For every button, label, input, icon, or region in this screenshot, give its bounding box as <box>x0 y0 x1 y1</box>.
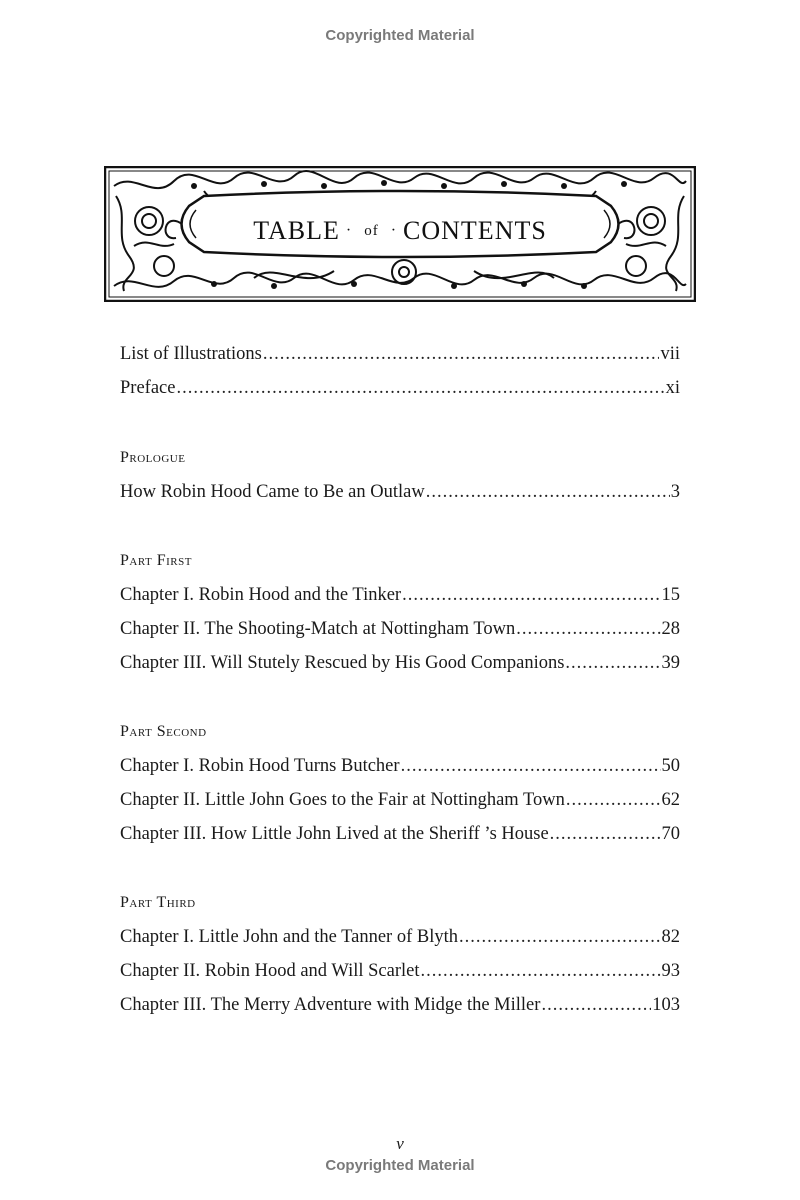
toc-entry[interactable] <box>120 954 680 988</box>
watermark-bottom: Copyrighted Material <box>325 1157 475 1174</box>
toc-entry[interactable] <box>120 646 680 680</box>
toc-entry-page: 15 <box>661 585 680 605</box>
toc-entry-page: 28 <box>661 619 680 639</box>
toc-entry-page: 3 <box>670 482 680 502</box>
toc-entry-title: Chapter I. Little John and the Tanner of Blyth <box>120 927 458 947</box>
toc-entry-title: Chapter III. How Little John Lived at the Sheriff ’s House <box>120 824 549 844</box>
toc-entry-page: 103 <box>652 995 680 1015</box>
toc-entry-page: 93 <box>661 961 680 981</box>
toc-entry-page: 62 <box>661 790 680 810</box>
leader-dots <box>541 988 651 1022</box>
leader-dots <box>420 954 660 988</box>
banner-word-of: of <box>364 222 379 239</box>
toc-entry-title: Chapter I. Robin Hood Turns Butcher <box>120 756 400 776</box>
section-heading-part-third: Part Third <box>120 894 196 911</box>
toc-entry-title: Chapter II. Little John Goes to the Fair at Nottingham Town <box>120 790 565 810</box>
toc-entry-title: List of Illustrations <box>120 344 262 364</box>
toc-entry[interactable] <box>120 749 680 783</box>
section-heading-prologue: Prologue <box>120 449 186 466</box>
banner-separator: · <box>345 222 353 239</box>
toc-entry-page: xi <box>665 378 680 398</box>
table-of-contents-banner <box>104 166 696 302</box>
section-heading-part-second: Part Second <box>120 723 207 740</box>
toc-entry-title: Chapter III. The Merry Adventure with Midge the Miller <box>120 995 541 1015</box>
toc-entry[interactable] <box>120 578 680 612</box>
table-of-contents <box>120 337 680 1022</box>
toc-entry[interactable] <box>120 337 680 371</box>
banner-separator: · <box>390 222 398 239</box>
toc-entry-page: 39 <box>661 653 680 673</box>
leader-dots <box>566 783 661 817</box>
leader-dots <box>459 920 661 954</box>
toc-entry-page: 70 <box>661 824 680 844</box>
leader-dots <box>263 337 660 371</box>
banner-word-table: TABLE <box>253 216 340 245</box>
toc-entry[interactable] <box>120 371 680 405</box>
toc-entry-title: Chapter II. Robin Hood and Will Scarlet <box>120 961 420 981</box>
leader-dots <box>176 371 664 405</box>
banner-word-contents: CONTENTS <box>403 216 547 245</box>
toc-entry[interactable] <box>120 783 680 817</box>
toc-entry-page: 82 <box>661 927 680 947</box>
toc-entry[interactable] <box>120 475 680 509</box>
toc-entry[interactable] <box>120 988 680 1022</box>
leader-dots <box>550 817 661 851</box>
toc-entry[interactable] <box>120 817 680 851</box>
toc-entry[interactable] <box>120 612 680 646</box>
toc-entry[interactable] <box>120 920 680 954</box>
toc-entry-page: 50 <box>661 756 680 776</box>
toc-entry-title: Chapter II. The Shooting-Match at Nottingham Town <box>120 619 516 639</box>
toc-entry-title: How Robin Hood Came to Be an Outlaw <box>120 482 425 502</box>
section-heading-part-first: Part First <box>120 552 192 569</box>
leader-dots <box>426 475 670 509</box>
leader-dots <box>402 578 660 612</box>
page-number: v <box>396 1134 404 1153</box>
leader-dots <box>565 646 660 680</box>
banner-title <box>104 166 696 302</box>
toc-entry-page: vii <box>660 344 680 364</box>
toc-entry-title: Preface <box>120 378 176 398</box>
watermark-top: Copyrighted Material <box>325 27 475 44</box>
leader-dots <box>401 749 661 783</box>
toc-entry-title: Chapter I. Robin Hood and the Tinker <box>120 585 402 605</box>
leader-dots <box>516 612 660 646</box>
toc-entry-title: Chapter III. Will Stutely Rescued by His Good Companions <box>120 653 565 673</box>
